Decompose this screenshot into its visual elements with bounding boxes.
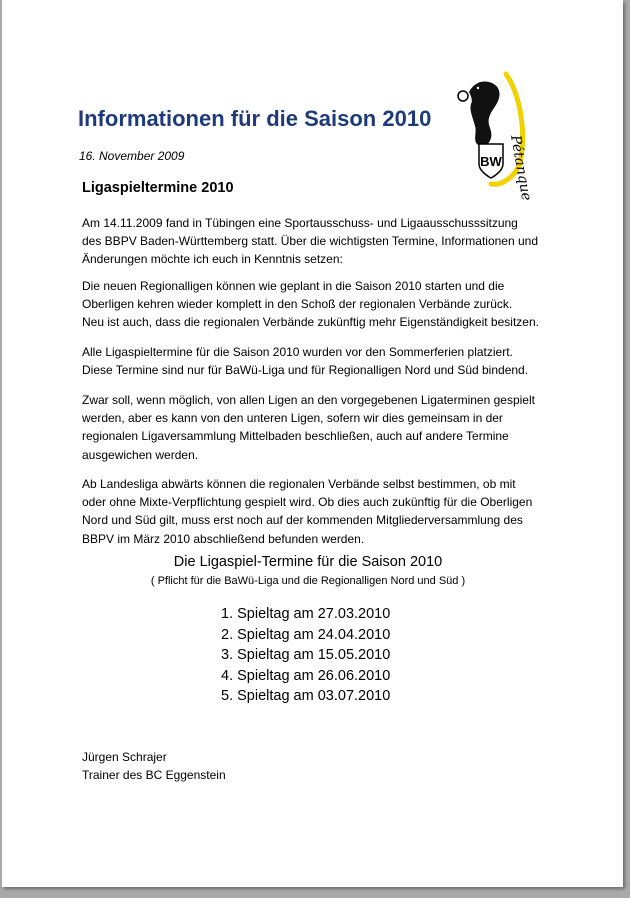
section-title: Ligaspieltermine 2010 <box>82 180 234 196</box>
signature-name: Jürgen Schrajer <box>82 750 167 764</box>
signature-role: Trainer des BC Eggenstein <box>82 768 226 782</box>
text-line: Neu ist auch, dass die regionalen Verbände zukünftig mehr Eigenständigkeit besitzen. <box>82 315 539 330</box>
schedule-item: 4. Spieltag am 26.06.2010 <box>221 667 391 684</box>
text-line: Alle Ligaspieltermine für die Saison 2010 wurden vor den Sommerferien platziert. <box>82 345 513 359</box>
text-line: Nord und Süd gilt, muss erst noch auf der kommenden Mitgliederversammlung des <box>82 513 523 528</box>
schedule-item: 2. Spieltag am 24.04.2010 <box>221 626 391 643</box>
text-line: BBPV im März 2010 abschließend befunden werden. <box>82 531 365 546</box>
schedule-list <box>221 604 390 707</box>
logo-script-text: Pétanque <box>507 133 535 203</box>
paragraph <box>82 391 552 464</box>
paragraph <box>82 214 552 269</box>
schedule-title: Die Ligaspiel-Termine für die Saison 2010 <box>173 554 443 570</box>
text-line: Die neuen Regionalligen können wie geplant in die Saison 2010 starten und die <box>82 279 505 293</box>
schedule-item: 1. Spieltag am 27.03.2010 <box>221 606 391 622</box>
text-line: Am 14.11.2009 fand in Tübingen eine Sportausschuss- und Ligaausschusssitzung <box>82 216 518 230</box>
text-line: Diese Termine sind nur für BaWü-Liga und für Regionalligen Nord und Süd bindend. <box>82 363 529 378</box>
text-line: werden, aber es kann von den unteren Ligen, sofern wir dies gemeinsam in der <box>82 411 503 426</box>
schedule-subtitle: ( Pflicht für die BaWü-Liga und die Regionalligen Nord und Süd ) <box>150 575 466 587</box>
schedule-item: 3. Spieltag am 15.05.2010 <box>221 647 391 663</box>
document-page <box>2 0 623 887</box>
paragraph <box>82 277 552 332</box>
text-line: oder ohne Mixte-Verpflichtung gespielt wird. Ob dies auch zukünftig für die Oberligen <box>82 495 533 510</box>
schedule-item: 5. Spieltag am 03.07.2010 <box>221 688 391 704</box>
paragraph <box>82 343 552 379</box>
document-date: 16. November 2009 <box>79 149 185 163</box>
bear-logo-icon <box>451 66 535 203</box>
text-line: Oberligen kehren wieder komplett in den Schoß der regionalen Verbände zurück. <box>82 297 513 312</box>
text-line: Zwar soll, wenn möglich, von allen Ligen an den vorgegebenen Ligaterminen gespielt <box>82 393 535 407</box>
paragraph <box>82 475 552 548</box>
club-logo <box>451 66 535 203</box>
page-title: Informationen für die Saison 2010 <box>78 106 432 131</box>
text-line: regionalen Ligaversammlung Mittelbaden beschließen, auch auf andere Termine <box>82 429 509 444</box>
logo-bw-text: BW <box>480 154 502 169</box>
signature <box>82 748 226 784</box>
text-line: Änderungen möchte ich euch in Kenntnis setzen: <box>82 252 343 267</box>
text-line: des BBPV Baden-Württemberg statt. Über die wichtigsten Termine, Informationen und <box>82 234 539 249</box>
text-line: Ab Landesliga abwärts können die regionalen Verbände selbst bestimmen, ob mit <box>82 477 516 491</box>
text-line: ausgewichen werden. <box>82 447 199 462</box>
